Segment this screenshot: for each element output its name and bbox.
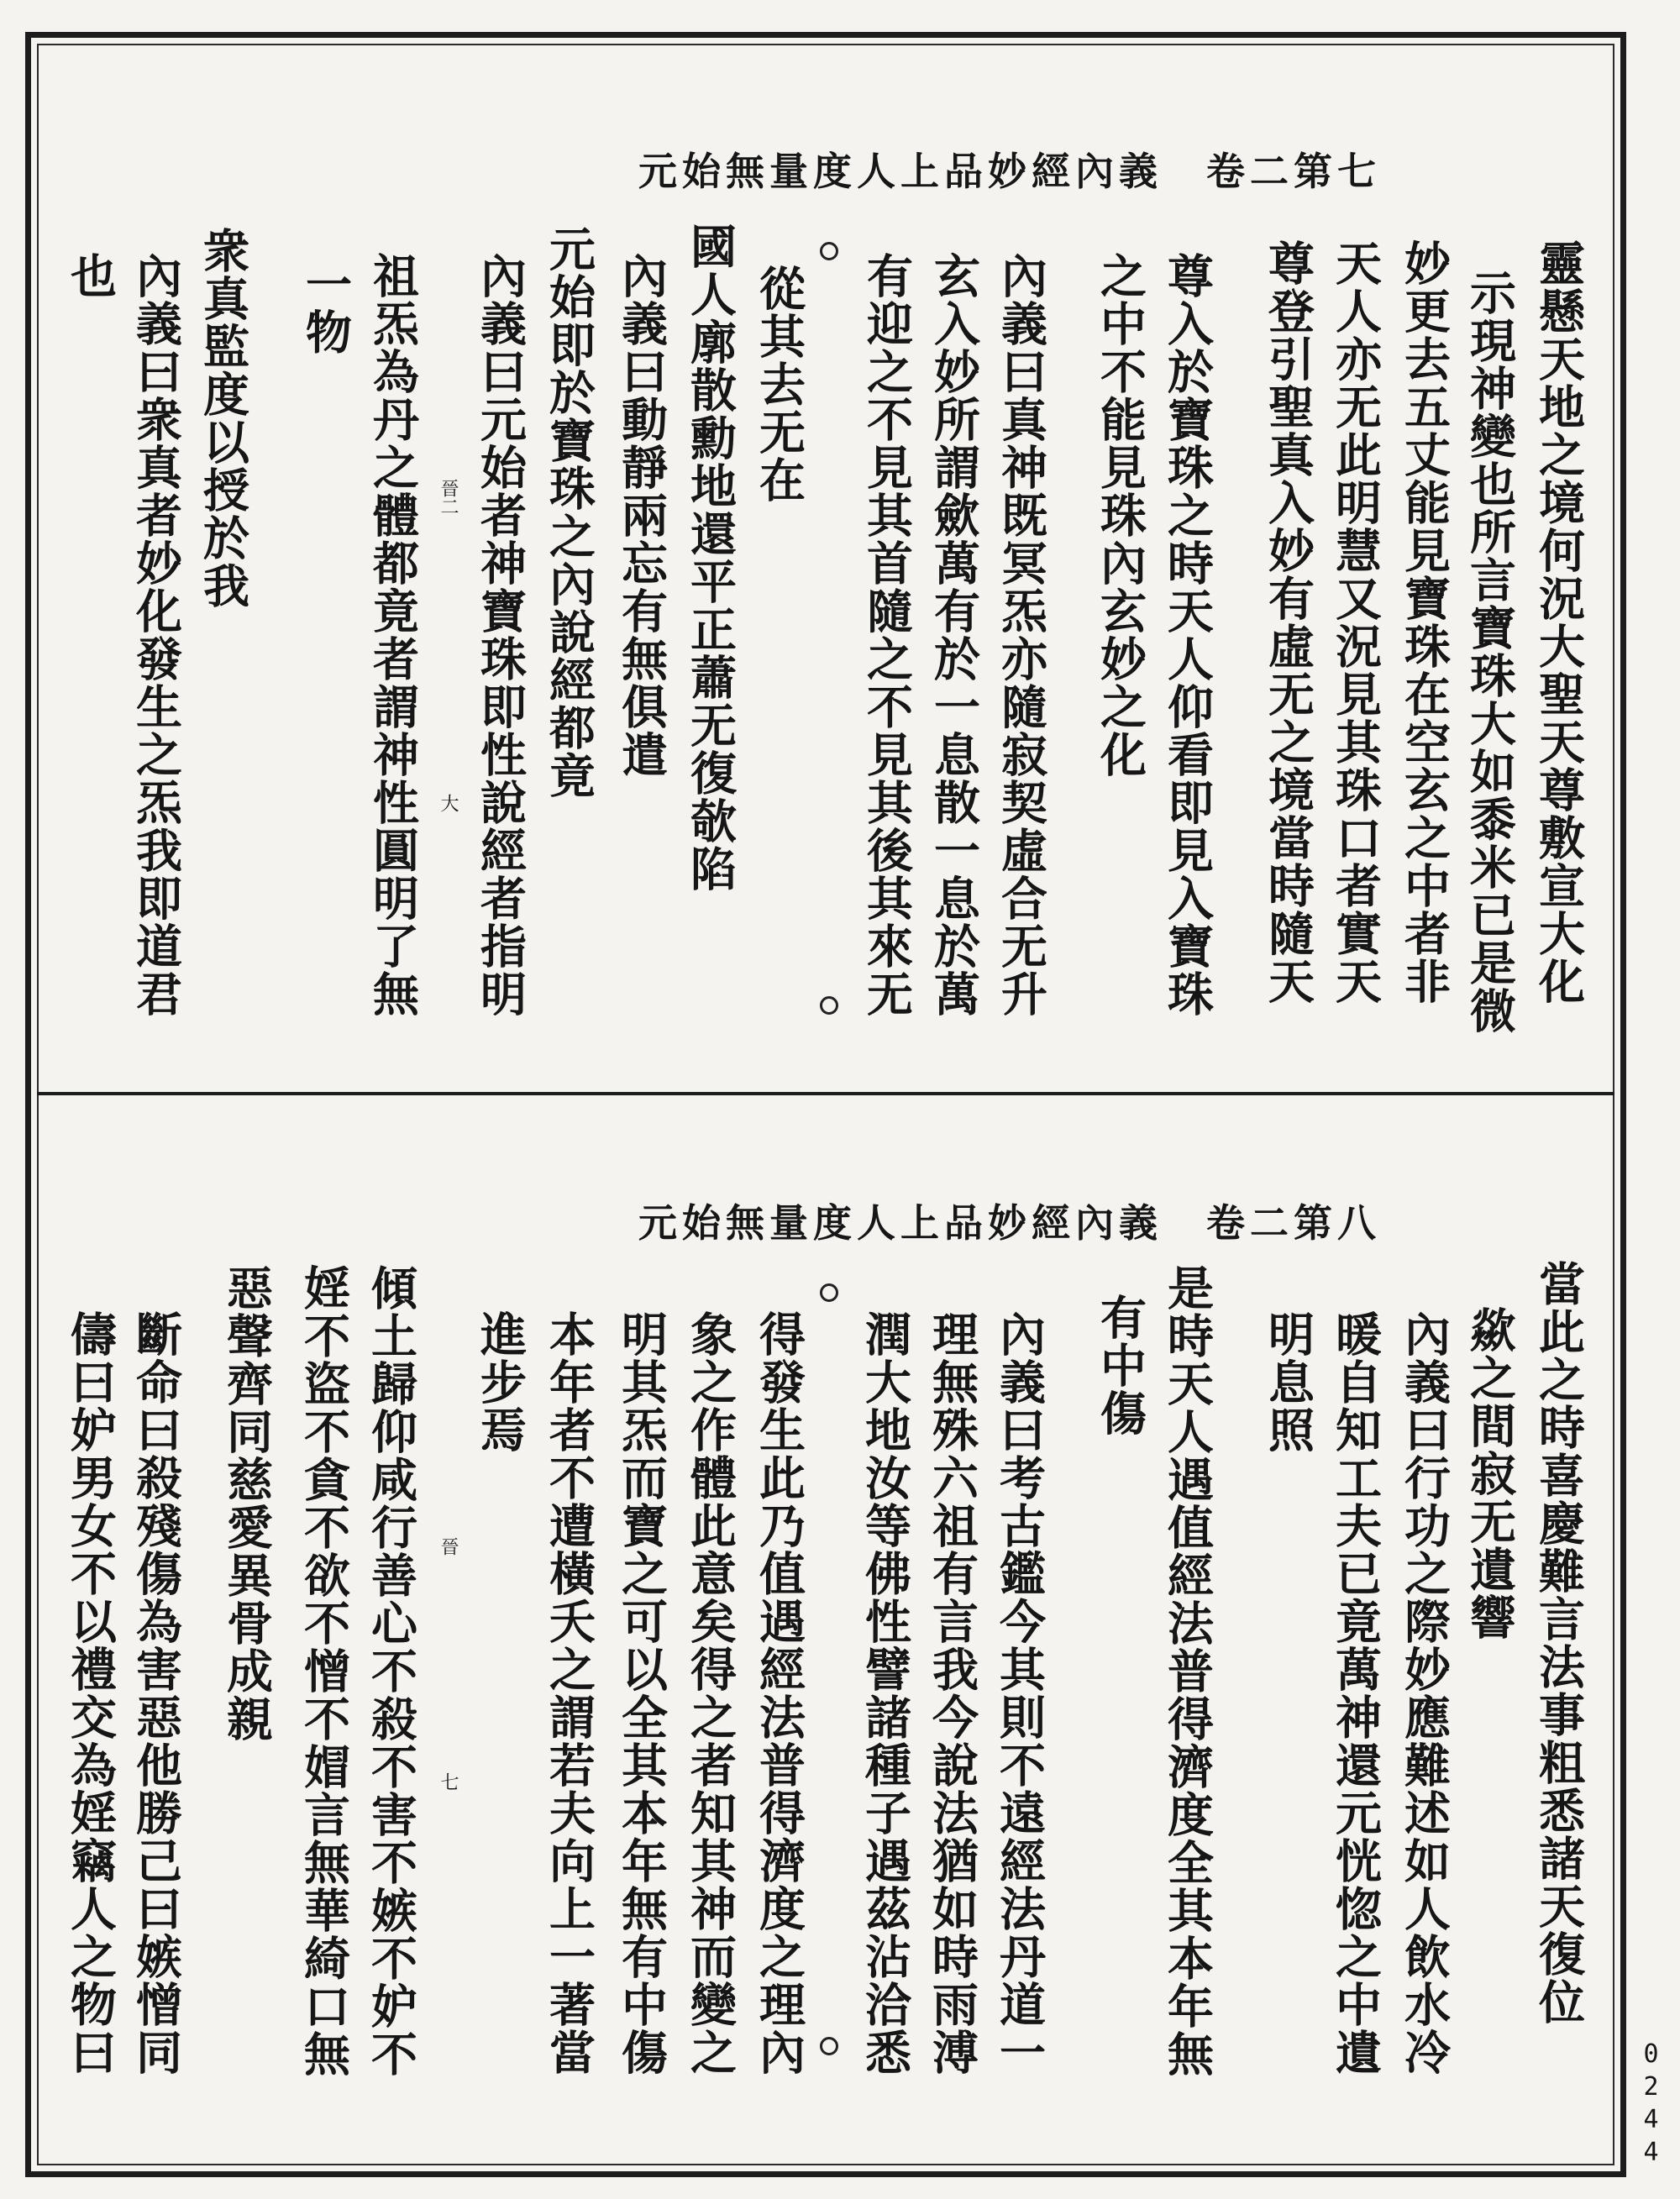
- bottom-col-10: 潤大地汝等佛性譬諸種子遇茲沾洽悉: [858, 1310, 912, 2076]
- top-col-10: 有迎之不見其首隨之不見其後其來无: [859, 252, 914, 1018]
- top-small-mark-1: 晉二: [438, 479, 459, 516]
- top-col-18: 衆真監度以授於我: [196, 227, 250, 610]
- bottom-col-11: 得發生此乃值遇經法普得濟度之理內: [752, 1310, 806, 2076]
- bottom-col-20: 儔曰妒男女不以禮交為婬竊人之物曰: [63, 1310, 118, 2076]
- bottom-col-12: 象之作體此意矣得之者知其神而變之: [683, 1310, 738, 2076]
- bottom-small-mark-2: 七: [438, 1772, 459, 1791]
- bottom-col-7: 有中傷: [1093, 1294, 1147, 1437]
- top-col-8: 內義曰真神既冥炁亦隨寂契虛合无升: [994, 252, 1048, 1018]
- top-col-12: 國人廓散勳地還平正蕭无復欹陷: [683, 223, 738, 893]
- bottom-col-6: 是時天人遇值經法普得濟度全其本年無: [1160, 1264, 1215, 2078]
- top-col-17: 一物: [298, 260, 353, 356]
- bottom-col-15: 進步焉: [473, 1310, 528, 1454]
- bottom-col-19: 斷命曰殺殘傷為害惡他勝己曰嫉憎同: [129, 1310, 183, 2076]
- bottom-circle-mark-1: [820, 1283, 838, 1302]
- top-col-5: 尊登引聖真入妙有虛无之境當時隨天: [1261, 239, 1315, 1005]
- page-number: 0244: [1636, 2039, 1666, 2170]
- bottom-col-18: 惡聲齊同慈愛異骨成親: [219, 1264, 274, 1743]
- bottom-circle-mark-2: [820, 2037, 838, 2055]
- bottom-col-9: 理無殊六祖有言我今說法猶如時雨溥: [925, 1310, 979, 2076]
- bottom-col-2: 歘之間寂无遺響: [1462, 1306, 1517, 1641]
- top-col-3: 妙更去五丈能見寶珠在空玄之中者非: [1397, 239, 1452, 1005]
- top-circle-mark-1: [820, 242, 838, 260]
- top-col-14: 元始即於寶珠之內說經都竟: [542, 225, 596, 800]
- top-col-15: 內義曰元始者神寶珠即性說經者指明: [473, 252, 528, 1018]
- bottom-col-1: 當此之時喜慶難言法事粗悉諸天復位: [1531, 1260, 1586, 2026]
- bottom-col-5: 明息照: [1261, 1310, 1315, 1454]
- bottom-col-4: 暖自知工夫已竟萬神還元恍惚之中遺: [1328, 1310, 1383, 2076]
- top-col-2: 示現神變也所言寶珠大如黍米已是微: [1462, 269, 1517, 1035]
- bottom-col-16: 傾土歸仰咸行善心不殺不害不嫉不妒不: [364, 1264, 418, 2078]
- top-col-9: 玄入妙所謂歛萬有於一息散一息於萬: [927, 252, 981, 1018]
- top-col-1: 靈懸天地之境何況大聖天尊敷宣大化: [1531, 239, 1586, 1005]
- bottom-col-8: 內義曰考古鑑今其則不遠經法丹道一: [992, 1310, 1047, 2076]
- top-panel-header: 元始無量度人上品妙經內義 卷二第七: [638, 149, 1381, 194]
- top-circle-mark-2: [820, 996, 838, 1015]
- top-col-11: 從其去无在: [752, 265, 806, 504]
- top-col-16: 祖炁為丹之體都竟者謂神性圓明了無: [365, 252, 420, 1018]
- top-col-13: 內義曰動靜兩忘有無俱遣: [614, 252, 669, 779]
- top-col-19: 內義曰衆真者妙化發生之炁我即道君: [129, 252, 183, 1018]
- top-col-6: 尊入於寶珠之時天人仰看即見入寶珠: [1160, 252, 1215, 1018]
- bottom-small-mark-1: 晉: [438, 1537, 459, 1556]
- panel-divider: [37, 1092, 1614, 1095]
- bottom-col-13: 明其炁而寶之可以全其本年無有中傷: [614, 1310, 669, 2076]
- top-col-4: 天人亦无此明慧又況見其珠口者實天: [1328, 239, 1383, 1005]
- bottom-col-17: 婬不盜不貪不欲不憎不媢言無華綺口無: [297, 1264, 351, 2078]
- top-col-20: 也: [63, 252, 118, 300]
- bottom-col-14: 本年者不遭橫夭之謂若夫向上一著當: [542, 1310, 596, 2076]
- top-col-7: 之中不能見珠內玄妙之化: [1093, 252, 1147, 779]
- bottom-col-3: 內義曰行功之際妙應難述如人飲水冷: [1397, 1310, 1452, 2076]
- top-small-mark-2: 大: [438, 794, 459, 812]
- bottom-panel-header: 元始無量度人上品妙經內義 卷二第八: [638, 1200, 1381, 1246]
